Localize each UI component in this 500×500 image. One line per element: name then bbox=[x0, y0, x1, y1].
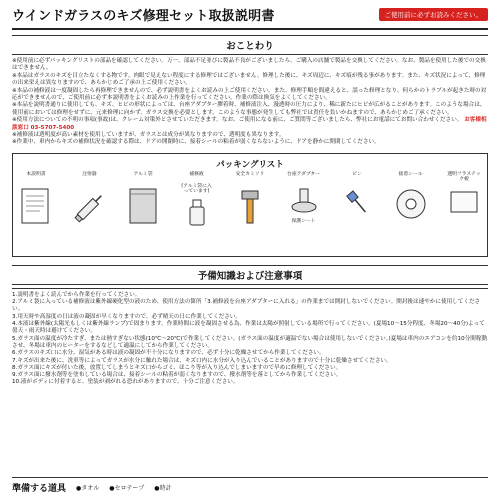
packing-item-label: 安全カミソリ bbox=[235, 171, 265, 177]
fluid-bottle-icon bbox=[187, 199, 207, 227]
manual-icon bbox=[20, 187, 52, 227]
page-title: ウインドガラスのキズ修理セット取扱説明書 bbox=[12, 8, 275, 24]
tools-heading: 準備する道具 bbox=[12, 483, 67, 494]
disclaimer-paragraph: ※本品はガラスのキズを目立たなくする物です。肉眼で見えない程度にする修理ではございません。修理した後に、キズ周辺に、キズ痕が残る事があります。また、キズ状況によって、修理の出来栄えは異なりますので、あらかじめご了承の上ご使用ください。 bbox=[12, 72, 486, 87]
packing-item-pin bbox=[340, 172, 374, 217]
packing-item-adapter bbox=[287, 172, 321, 225]
precaution-item: 1.説明書をよく読んでから作業を行ってください。 bbox=[12, 291, 141, 298]
disclaimer-paragraph: ※本品の補修液は一度凝固したら再修理できませんので、必ず説明書をよくお読みの上ご使用ください。また、修理手順を間違えると、誤った修理となり、何らかのトラブルが起きた時の対応ができませんので、ご使用前に必ず本説明書をよくお読みの上作業を行ってください。作業の際は換気をよくしてください。 bbox=[12, 87, 487, 102]
precaution-item: 2.アルミ袋に入っている補修液は紫外線硬化型の液のため、使用方法の箇所「3.補修液を台座アダプターに入れる」の作業までは開封しないでください。開封後は速やかに使用してください。 bbox=[12, 299, 481, 313]
precautions-heading: 予備知識および注意事項 bbox=[12, 265, 488, 285]
packing-item-manual bbox=[19, 172, 53, 227]
packing-item-label: 本説明書 bbox=[26, 171, 46, 177]
precaution-item: 9.ガラス面に撥水剤等を塗布している場合は、接着シールの粘着が弱くなりますので、撥水剤等を落としてから作業してください。 bbox=[12, 372, 342, 379]
packing-list-heading: パッキングリスト bbox=[216, 159, 284, 170]
packing-item-label: 接着シール bbox=[398, 171, 423, 177]
precaution-item: 3.用天時や高湿度の日は液の凝固が早くなりますので、必ず晴天の日に作業してください。 bbox=[12, 313, 241, 320]
packing-list-items bbox=[19, 172, 481, 250]
packing-item-label: アルミ袋 bbox=[133, 171, 153, 177]
aluminum-bag-icon bbox=[127, 187, 159, 227]
contact-label: お客様相談窓口 bbox=[12, 117, 487, 131]
packing-item-label: 注射器 bbox=[82, 171, 97, 177]
precaution-item: 10.液がボディに付着すると、塗装が剥がれる恐れがありますので、十分ご注意ください。 bbox=[12, 379, 239, 386]
tool-item: ●タオル bbox=[76, 484, 100, 492]
packing-item-label: ピン bbox=[352, 171, 362, 177]
disclaimer-text: ※使用方法についての不明の事項(事故)は、クレーム対策外とさせていただきます。なお、ご使用になる前に、ご質問等ございましたら、弊社にお電話にてお問い合わせください。 bbox=[12, 117, 463, 124]
syringe-icon bbox=[72, 187, 108, 227]
tool-item: ●時計 bbox=[154, 484, 172, 492]
packing-list-box bbox=[12, 153, 488, 257]
adhesive-seal-icon bbox=[394, 187, 428, 221]
disclaimer-paragraph bbox=[12, 117, 488, 132]
precaution-item: 8.ガラス面にキズが付いた後、放置してしまうとキズ口からゴミ、ほこり等が入り込んでしまいますので早めに修理してください。 bbox=[12, 364, 342, 371]
packing-item-syringe bbox=[73, 172, 107, 227]
precaution-item: 7.キズが出来た後に、洗車等によってガラスが水分に触れた場合は、キズ口内に水分が入り込んでいることがありますので十分に乾燥させてください。 bbox=[12, 357, 392, 364]
adapter-icon bbox=[287, 187, 321, 219]
packing-item-label: 補修液 bbox=[189, 171, 204, 177]
packing-item-plastic-plate bbox=[447, 172, 481, 217]
packing-item-label: 透明フラステック板 bbox=[447, 171, 481, 183]
tool-item: ●セロテープ bbox=[109, 484, 145, 492]
packing-item-aluminum-bag bbox=[126, 172, 160, 227]
read-before-use-badge: ご使用前に必ずお読みください。 bbox=[379, 8, 489, 21]
packing-item-repair-fluid bbox=[180, 172, 214, 227]
packing-item-label: 台座アダプター bbox=[287, 171, 320, 177]
disclaimer-notes bbox=[12, 58, 488, 147]
razor-icon bbox=[236, 187, 264, 227]
tools-section bbox=[12, 477, 488, 496]
precaution-item: 5.ガラス面の温度が冷たすぎ、または熱すぎない状態(10℃〜20℃)で作業してください。(ガラス面の温度が適温でない場合は使用しないでください。)夏場は車内のエアコンを約10分間稼動させ、冬場は車内のヒーターをするなどして適温にしてから作業してください。 bbox=[12, 335, 488, 349]
disclaimer-paragraph: ※補修液は透明度が高い素材を使用していますが、ガラスとは成分が異なりますので、透明度も異なります。 bbox=[12, 132, 285, 139]
precaution-item: 4.本液は紫外線(太陽光もしくは紫外線ランプ)で固まります。作業時間に液を凝固させる為、作業は太陽が照射している場所で行ってください。(夏場10〜15分程度、冬場20〜40分)よって曇天・雨天時は避けてください。 bbox=[12, 321, 485, 335]
protective-sheet-label: 保護シート bbox=[291, 218, 316, 224]
precautions-list bbox=[12, 288, 488, 387]
precaution-item: 6.ガラスのキズ口に水分、湿気がある時は液の凝固が不十分になりますので、必ず十分に乾燥させてから作業してください。 bbox=[12, 350, 325, 357]
disclaimer-paragraph: ※本品を説明書通りに使用しても、キズ、ヒビの形状によっては、台座アダプター膠着時、補修液注入、漫透時の圧力により、稀に新たにヒビが広がることがあります。このような場合は、使用前においては修理をせずに、元来修理に向かず、ガラス交換を必要とします。このような事態が発生しても弊社では責任を負いかねますので、あらかじめご了承ください。 bbox=[12, 102, 486, 116]
plastic-plate-icon bbox=[448, 187, 480, 217]
header-bar bbox=[12, 0, 488, 30]
disclaimer-heading: おことわり bbox=[12, 35, 488, 55]
disclaimer-paragraph: ※作業中、車内からキズの補修状況を確認する際は、ドアの開閉時に、接着シールの粘着が弱くならないように、ドアを静かに開閉してください。 bbox=[12, 139, 380, 146]
packing-item-note: (アルミ袋に入っています) bbox=[181, 183, 212, 195]
contact-phone: 03-5707-5400 bbox=[30, 124, 75, 131]
disclaimer-paragraph: ※使用前に必ずパッキングリストの部品を確認してください。万一、部品不足並びに製品不良がございましたら、ご購入の店舗で製品を交換してください。なお、製品を使用した後での交換はできません。 bbox=[12, 58, 486, 72]
pin-icon bbox=[345, 187, 369, 217]
packing-item-adhesive-seal bbox=[394, 172, 428, 221]
packing-item-razor bbox=[233, 172, 267, 227]
